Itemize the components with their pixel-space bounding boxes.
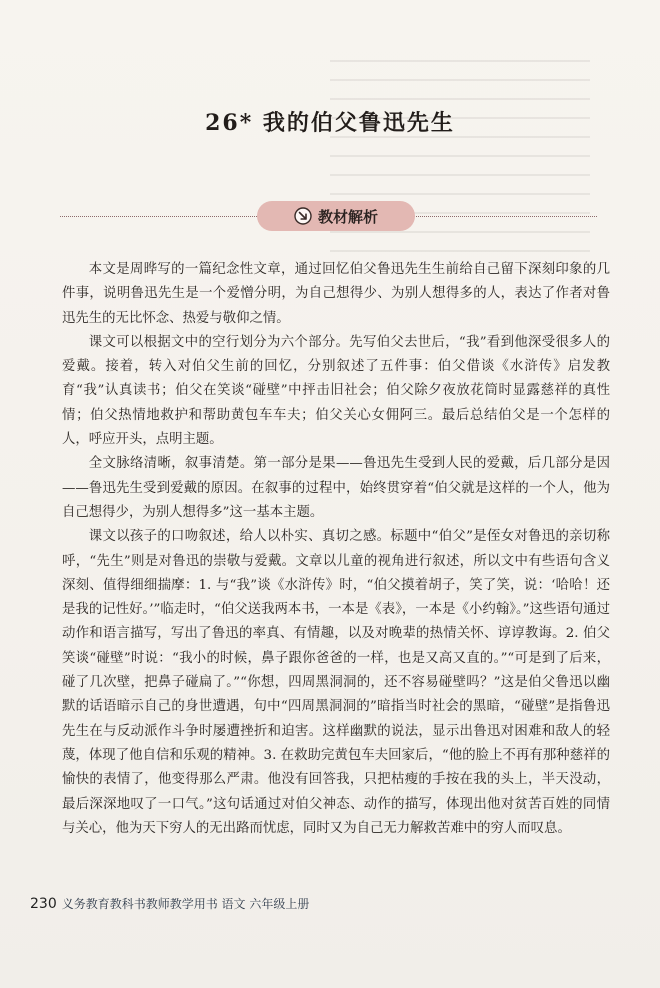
arrow-down-right-icon xyxy=(294,207,312,225)
bleed-through-text xyxy=(330,60,590,270)
book-title: 义务教育教科书教师教学用书 语文 六年级上册 xyxy=(61,897,310,911)
analysis-body xyxy=(62,258,610,841)
page-number: 230 xyxy=(30,896,57,912)
paragraph: 课文可以根据文中的空行划分为六个部分。先写伯父去世后，“我”看到他深受很多人的爱戴。接着，转入对伯父生前的回忆，分别叙述了五件事：伯父借谈《水浒传》启发教育“我”认真读书；伯父在笑谈“碰壁”中抨击旧社会；伯父除夕夜放花筒时显露慈祥的真性情；伯父热情地救护和帮助黄包车车夫；伯父关心女佣阿三。最后总结伯父是一个怎样的人，呼应开头，点明主题。 xyxy=(62,334,610,448)
paragraph: 全文脉络清晰，叙事清楚。第一部分是果——鲁迅先生受到人民的爱戴，后几部分是因——鲁迅先生受到爱戴的原因。在叙事的过程中，始终贯穿着“伯父就是这样的一个人，他为自己想得少，为别人想得多”这一基本主题。 xyxy=(62,456,610,520)
paragraph: 课文以孩子的口吻叙述，给人以朴实、真切之感。标题中“伯父”是侄女对鲁迅的亲切称呼，“先生”则是对鲁迅的崇敬与爱戴。文章以儿童的视角进行叙述，所以文中有些语句含义深刻、值得细细揣摩：1. 与“我”谈《水浒传》时，“伯父摸着胡子，笑了笑，说：‘哈哈！还是我的记性好。’”临走时，“伯父送我两本书，一本是《表》，一本是《小约翰》。”这些语句通过动作和语言描写，写出了鲁迅的率真、有情趣，以及对晚辈的热情关怀、谆谆教诲。2. 伯父笑谈“碰壁”时说：“我小的时候，鼻子跟你爸爸的一样，也是又高又直的。”“可是到了后来，碰了几次壁，把鼻子碰扁了。”“你想，四周黑洞洞的，还不容易碰壁吗？”这是伯父鲁迅以幽默的话语暗示自己的身世遭遇，句中“四周黑洞洞的”暗指当时社会的黑暗，“碰壁”是指鲁迅先生在与反动派作斗争时屡遭挫折和迫害。这样幽默的说法，显示出鲁迅对困难和敌人的轻蔑，体现了他自信和乐观的精神。3. 在救助完黄包车夫回家后，“他的脸上不再有那种慈祥的愉快的表情了，他变得那么严肃。他没有回答我，只把枯瘦的手按在我的头上，半天没动，最后深深地叹了一口气。”这句话通过对伯父神态、动作的描写，体现出他对贫苦百姓的同情与关心，他为天下穷人的无出路而忧虑，同时又为自己无力解救苦难中的穷人而叹息。 xyxy=(62,529,610,836)
page-footer xyxy=(30,895,309,912)
page-title: 26* 我的伯父鲁迅先生 xyxy=(205,110,455,136)
section-label: 教材解析 xyxy=(317,207,378,226)
section-header xyxy=(60,200,597,234)
paragraph: 本文是周晔写的一篇纪念性文章，通过回忆伯父鲁迅先生生前给自己留下深刻印象的几件事，说明鲁迅先生是一个爱憎分明，为自己想得少、为别人想得多的人，表达了作者对鲁迅先生的无比怀念、热爱与敬仰之情。 xyxy=(62,262,610,326)
section-badge xyxy=(257,201,415,231)
